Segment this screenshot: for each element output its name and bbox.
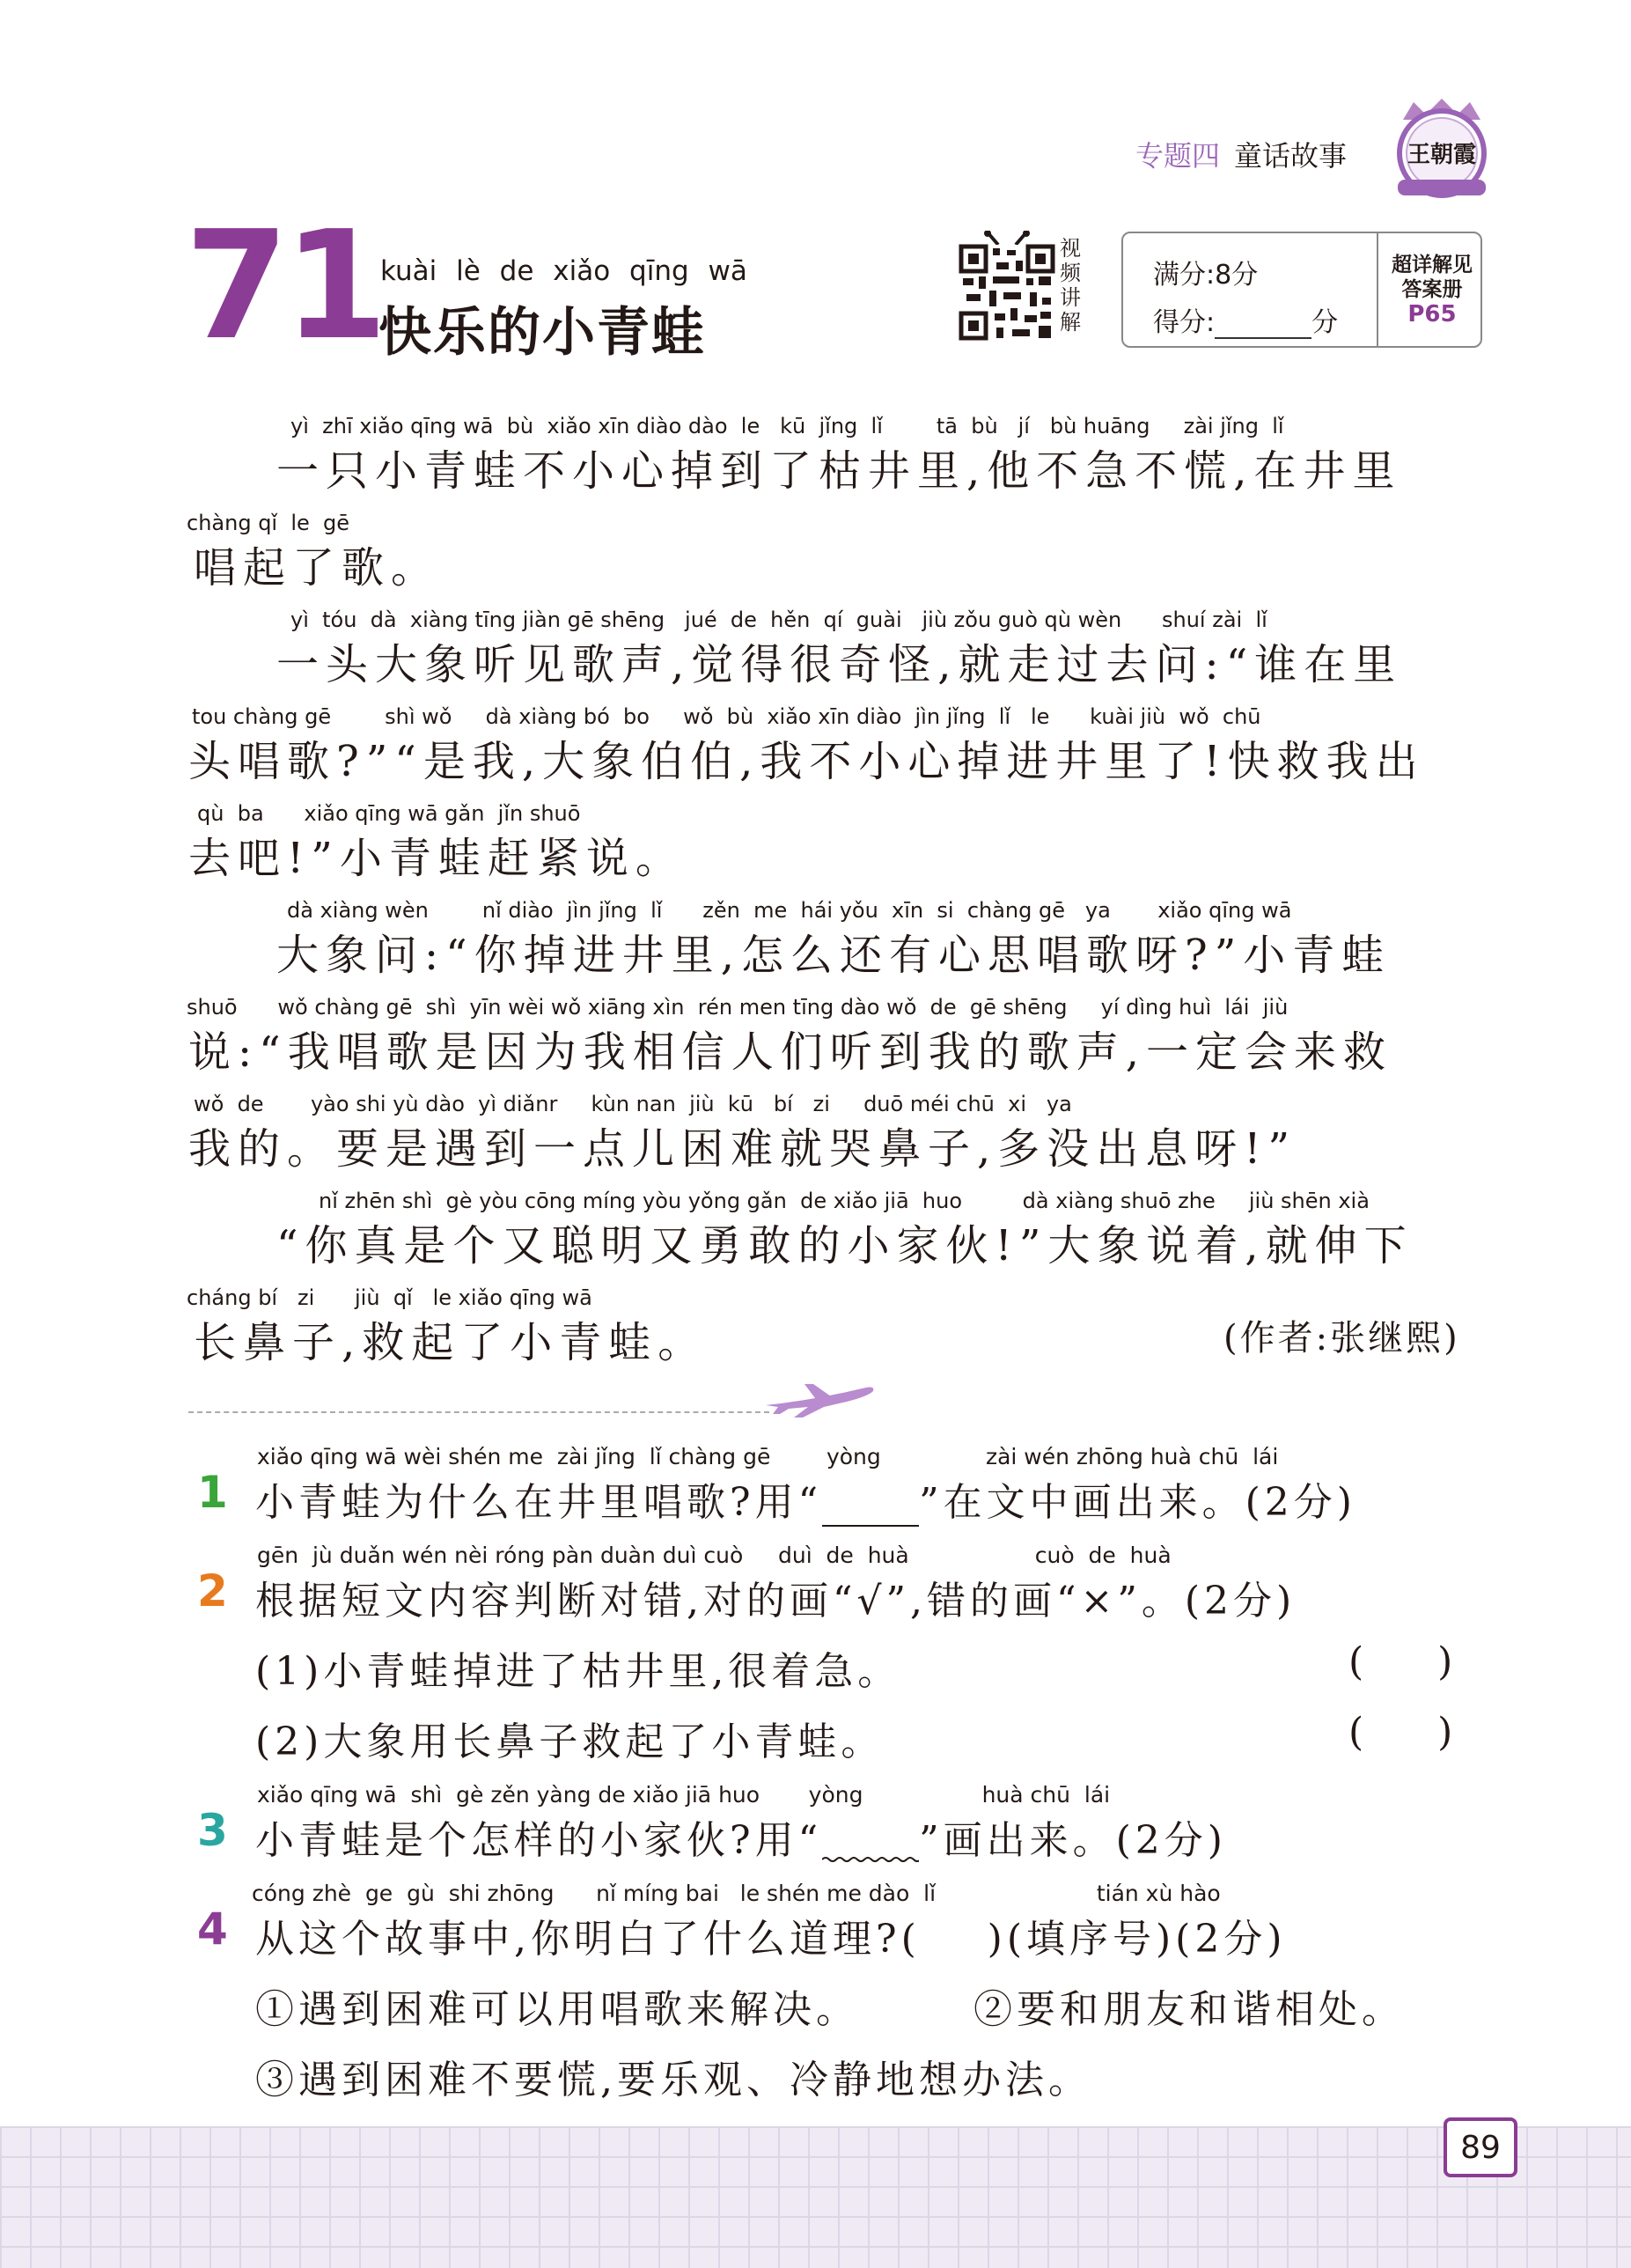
answer-page: P65 (1407, 301, 1457, 328)
score-divider (1377, 233, 1378, 346)
answer-reference (1382, 253, 1482, 327)
q4-text: 从这个故事中,你明白了什么道理?( )(填序号)(2分) (255, 1917, 1287, 1962)
full-score: 满分:8分 (1153, 260, 1259, 291)
pinyin-line: yì zhī xiǎo qīng wā bù xiǎo xīn diào dào le kū jǐng lǐ tā bù jí bù huāng zài jǐng lǐ (290, 414, 1284, 438)
q2-item-1: (1)小青蛙掉进了枯井里,很着急。 (255, 1649, 901, 1694)
pinyin-line: wǒ de yào shi yù dào yì diǎnr kùn nan jiù kū bí zi duō méi chū xi ya (194, 1092, 1072, 1116)
score-label: 得分: (1153, 307, 1216, 338)
score-field (1153, 300, 1338, 339)
passage-line: 头唱歌?”“是我,大象伯伯,我不小心掉进井里了!快救我出 (188, 737, 1425, 786)
lesson-title: 快乐的小青蛙 (378, 302, 706, 364)
q3-pinyin: xiǎo qīng wā shì gè zěn yàng de xiǎo jiā huo yòng huà chū lái (257, 1782, 1111, 1808)
pinyin-line: shuō wǒ chàng gē shì yīn wèi wǒ xiāng xìn rén men tīng dào wǒ de gē shēng yí dìng huì lái jiù (187, 995, 1289, 1020)
topic-label: 专题四 (1135, 139, 1221, 173)
pinyin-line: yì tóu dà xiàng tīng jiàn gē shēng jué de hěn qí guài jiù zǒu guò qù wèn shuí zài lǐ (290, 608, 1267, 632)
q3-text (255, 1808, 1227, 1865)
q1-text-b: ”在文中画出来。(2分) (919, 1480, 1356, 1525)
topic-header (1135, 134, 1347, 174)
q4-pinyin: cóng zhè ge gù shi zhōng nǐ míng bai le shén me dào lǐ tián xù hào (252, 1881, 1221, 1906)
passage-line: 唱起了歌。 (194, 543, 441, 593)
page-number: 89 (1444, 2117, 1517, 2177)
q3-number: 3 (197, 1805, 228, 1856)
title-pinyin: kuài lè de xiǎo qīng wā (380, 255, 747, 287)
passage-line: 大象问:“你掉进井里,怎么还有心思唱歌呀?”小青蛙 (276, 931, 1392, 980)
passage-line: 长鼻子,救起了小青蛙。 (194, 1318, 708, 1367)
q2-pinyin: gēn jù duǎn wén nèi róng pàn duàn duì cuò duì de huà cuò de huà (257, 1543, 1172, 1568)
pinyin-line: nǐ zhēn shì gè yòu cōng míng yòu yǒng gǎn de xiǎo jiā huo dà xiàng shuō zhe jiù shēn xià (319, 1189, 1370, 1213)
q4-number: 4 (197, 1904, 228, 1955)
q1-answer-blank[interactable] (822, 1490, 919, 1527)
qr-code-icon[interactable] (958, 231, 1056, 342)
footer-grid (0, 2126, 1631, 2268)
q2-text: 根据短文内容判断对错,对的画“√”,错的画“×”。(2分) (255, 1579, 1297, 1624)
passage-line: 一头大象听见歌声,觉得很奇怪,就走过去问:“谁在里 (276, 640, 1403, 689)
pinyin-line: qù ba xiǎo qīng wā gǎn jǐn shuō (197, 801, 581, 826)
q4-option-1: ①遇到困难可以用唱歌来解决。 (255, 1987, 859, 2032)
score-box (1121, 232, 1482, 348)
publisher-logo (1391, 93, 1493, 199)
section-divider (188, 1411, 769, 1413)
pinyin-line: dà xiàng wèn nǐ diào jìn jǐng lǐ zěn me hái yǒu xīn si chàng gē ya xiǎo qīng wā (287, 898, 1292, 923)
lesson-number: 71 (185, 199, 383, 373)
q1-text-a: 小青蛙为什么在井里唱歌?用“ (255, 1480, 823, 1525)
q3-text-b: ”画出来。(2分) (919, 1818, 1227, 1863)
q2-item-2: (2)大象用长鼻子救起了小青蛙。 (255, 1719, 885, 1764)
answer-hint: 超详解见答案册 (1392, 254, 1473, 301)
score-unit: 分 (1311, 307, 1339, 338)
passage-line: “你真是个又聪明又勇敢的小家伙!”大象说着,就伸下 (276, 1221, 1414, 1270)
author: (作者:张继熙) (1223, 1318, 1460, 1359)
q1-text (255, 1470, 1356, 1527)
q2-item-1-answer[interactable]: ( ) (1348, 1639, 1453, 1684)
q4-option-3: ③遇到困难不要慌,要乐观、冷静地想办法。 (255, 2058, 1091, 2102)
q2-item-2-answer[interactable]: ( ) (1348, 1710, 1453, 1755)
q1-number: 1 (197, 1467, 228, 1518)
q3-wavy-underline[interactable] (822, 1830, 919, 1865)
q2-number: 2 (197, 1565, 228, 1616)
passage-line: 我的。要是遇到一点儿困难就哭鼻子,多没出息呀!” (188, 1124, 1297, 1174)
video-explain-label: 视频讲解 (1060, 236, 1081, 335)
topic-title: 童话故事 (1234, 139, 1348, 173)
passage-line: 去吧!”小青蛙赶紧说。 (188, 834, 685, 883)
pinyin-line: tou chàng gē shì wǒ dà xiàng bó bo wǒ bù xiǎo xīn diào jìn jǐng lǐ le kuài jiù wǒ chū (192, 704, 1261, 729)
airplane-icon (762, 1375, 877, 1419)
pinyin-line: chàng qǐ le gē (187, 511, 350, 535)
passage-line: 说:“我唱歌是因为我相信人们听到我的歌声,一定会来救 (188, 1027, 1392, 1077)
q1-pinyin: xiǎo qīng wā wèi shén me zài jǐng lǐ chàng gē yòng zài wén zhōng huà chū lái (257, 1444, 1279, 1469)
passage-line: 一只小青蛙不小心掉到了枯井里,他不急不慌,在井里 (276, 446, 1402, 496)
logo-text: 王朝霞 (1407, 142, 1477, 168)
q3-text-a: 小青蛙是个怎样的小家伙?用“ (255, 1818, 823, 1863)
q4-option-2: ②要和朋友和谐相处。 (973, 1987, 1405, 2032)
pinyin-line: cháng bí zi jiù qǐ le xiǎo qīng wā (187, 1285, 592, 1310)
score-blank[interactable] (1215, 314, 1311, 339)
